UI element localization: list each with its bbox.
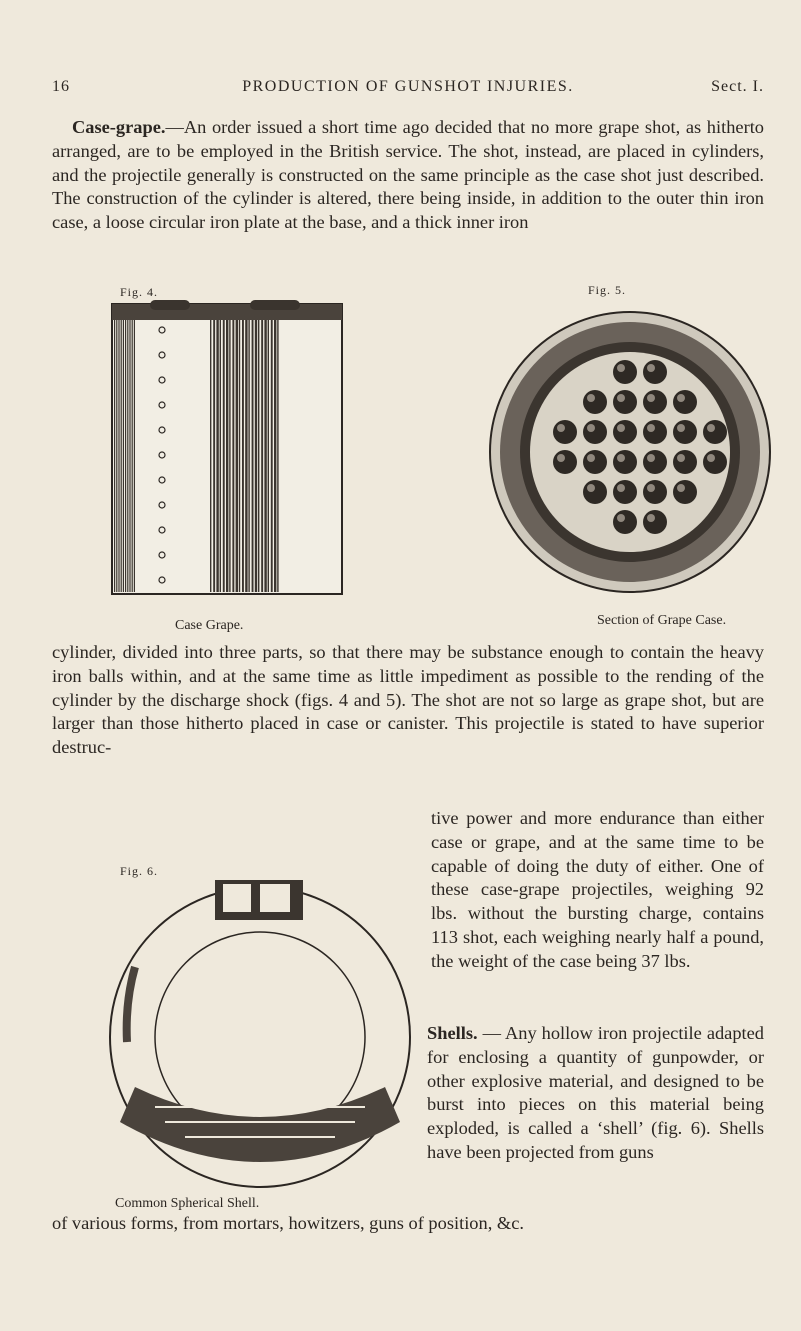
- paragraph-case-grape: [52, 116, 764, 235]
- fig-4-caption: Case Grape.: [175, 618, 244, 633]
- fig-4-label: Fig. 4.: [120, 285, 159, 299]
- shells-text: — Any hollow iron projectile adapted for enclosing a quantity of gunpowder, or other explosive material, and designed to be burst into pieces on this material being exploded, is called a ‘shell’ (fig. 6). Shells have been projected from guns: [427, 1023, 764, 1162]
- running-head-section: Sect. I.: [711, 78, 764, 95]
- case-grape-text: —An order issued a short time ago decided that no more grape shot, as hitherto arranged, are to be employed in the British service. The shot, instead, are placed in cylinders, and the projectile generally is constructed on the same principle as the case shot just described. The construction of the cylinder is altered, there being inside, in addition to the outer thin iron case, a loose circular iron plate at the base, and a thick inner iron: [52, 117, 764, 233]
- fig-6-caption: Common Spherical Shell.: [115, 1196, 260, 1211]
- paragraph-shells: [427, 1022, 764, 1165]
- fig-6-label: Fig. 6.: [120, 864, 159, 878]
- fig-5-caption: Section of Grape Case.: [597, 613, 727, 628]
- paragraph-shells-last-line: of various forms, from mortars, howitzers, guns of position, &c.: [52, 1213, 524, 1233]
- paragraph-cylinder-continued: tive power and more endurance than either case or grape, and at the same time to be capable of doing the duty of either. One of these case-grape projectiles, weighing 92 lbs. without the bursting charge, contains 113 shot, each weighing nearly half a pound, the weight of the case being 37 lbs.: [431, 808, 764, 971]
- page-number: 16: [52, 78, 70, 95]
- fig-6-common-spherical-shell-illustration: [95, 872, 425, 1182]
- fig-5-section-grape-case-illustration: [480, 302, 780, 602]
- fig-4-case-grape-illustration: [100, 300, 350, 600]
- paragraph-cylinder: cylinder, divided into three parts, so that there may be substance enough to contain the heavy iron balls within, and at the same time as little impediment as possible to the rending of the cylinder by the discharge shock (figs. 4 and 5). The shot are not so large as grape shot, but are larger than those hitherto placed in case or canister. This projectile is stated to have superior destruc-: [52, 642, 764, 758]
- shells-heading: Shells.: [427, 1023, 478, 1043]
- running-head-title: PRODUCTION OF GUNSHOT INJURIES.: [242, 78, 574, 95]
- fig-5-label: Fig. 5.: [588, 283, 627, 297]
- running-head: [52, 78, 764, 102]
- case-grape-heading: Case-grape.: [72, 117, 166, 137]
